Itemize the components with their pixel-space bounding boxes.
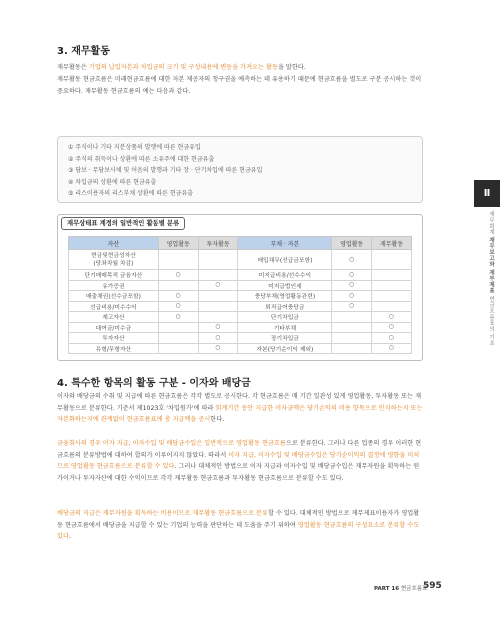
section-3-title: 3. 재무활동 — [57, 46, 110, 57]
classification-table — [68, 236, 412, 354]
table-row — [69, 291, 412, 302]
asset-operating-mark — [158, 250, 198, 270]
liability-name: 자본(당기순이익 제외) — [238, 343, 332, 354]
asset-investing-mark: ○ — [198, 322, 238, 333]
liability-operating-mark: ○ — [332, 291, 372, 302]
liability-financing-mark: ○ — [372, 343, 412, 354]
asset-name: 선급비용/미수수익 — [69, 301, 159, 312]
liability-financing-mark: ○ — [372, 322, 412, 333]
section-4-paragraph-3: 배당금의 지급은 재무자원을 획득하는 비용이므로 재무활동 현금흐름으로 분류할 수 있다. 대체적인 방법으로 재무제표이용자가 영업활동 현금흐름에서 배당금을 지급할 수 있는 기업의 능력을 판단하는 데 도움을 주기 위하여 영업활동 현금흐름의 구성요소로 분류할 수도 있다. — [57, 510, 420, 540]
header-assets: 자산 — [69, 237, 159, 250]
asset-name: 투자자산 — [69, 333, 159, 344]
liability-financing-mark — [372, 280, 412, 291]
liability-name: 퇴직급여충당금 — [238, 301, 332, 312]
page-footer — [374, 581, 442, 592]
table-row — [69, 312, 412, 323]
asset-name: 재고자산 — [69, 312, 159, 323]
asset-operating-mark: ○ — [158, 301, 198, 312]
asset-name: 유형/무형자산 — [69, 343, 159, 354]
example-item-highlight: ⑤ 리스이용자의 리스부채 상환에 따른 현금유출 — [68, 190, 194, 197]
table-row — [69, 270, 412, 281]
asset-name: 단기매매목적 금융자산 — [69, 270, 159, 281]
asset-operating-mark: ○ — [158, 291, 198, 302]
liability-operating-mark: ○ — [332, 270, 372, 281]
example-item: ④ 차입금의 상환에 따른 현금유출 — [68, 178, 157, 186]
sidebar-chapter-label: 재무회계 재무보고와 재무제표 현금흐름표의 기초 — [488, 211, 494, 347]
highlight-operating-classification: 이자 지급, 이자수입 및 배당금수입은 당기순이익의 결정에 영향을 미치므로 영업활동 현금흐름으로 분류할 수 있다 — [57, 451, 420, 470]
section-4-paragraph-2: 금융회사의 경우 이자 지급, 이자수입 및 배당금수입은 일반적으로 영업활동 현금흐름으로 분류한다. 그러나 다른 업종의 경우 이러한 현금흐름의 분류방법에 대하여 합의가 이루어지지 않았다. 따라서 이자 지급, 이자수입 및 배당금수입은 당기순이익의 결정에 영향을 미치므로 영업활동 현금흐름으로 분류할 수 있다. 그러나 대체적인 방법으로 이자 지급과 이자수입 및 배당금수입은 재무자원을 획득하는 원가이거나 투자자산에 대한 수익이므로 각각 재무활동 현금흐름과 투자활동 현금흐름으로 분류할 수도 있다. — [57, 440, 422, 482]
liability-name: 장기차입금 — [238, 333, 332, 344]
liability-name: 단기차입금 — [238, 312, 332, 323]
asset-investing-mark: ○ — [198, 280, 238, 291]
liability-financing-mark — [372, 291, 412, 302]
asset-operating-mark — [158, 280, 198, 291]
header-operating: 영업활동 — [332, 237, 372, 250]
footer-part: PART 16 — [374, 586, 400, 592]
asset-investing-mark — [198, 250, 238, 270]
page-number: 595 — [423, 581, 442, 591]
asset-investing-mark: ○ — [198, 333, 238, 344]
table-row — [69, 280, 412, 291]
asset-operating-mark — [158, 333, 198, 344]
asset-name: 현금및현금성자산 (당좌차월 차감) — [69, 250, 159, 270]
highlight-dividends-operating: 영업활동 현금흐름의 구성요소로 분류할 수도 있다 — [57, 521, 420, 540]
asset-name: 유가증권 — [69, 280, 159, 291]
asset-operating-mark: ○ — [158, 312, 198, 323]
asset-operating-mark — [158, 343, 198, 354]
section-3-paragraph-2: 재무활동 현금흐름은 미래현금흐름에 대한 자본 제공자의 청구권을 예측하는 데 유용하기 때문에 현금흐름을 별도로 구분 공시하는 것이 중요하다. 재무활동 현금흐름의 예는 다음과 같다. — [57, 76, 422, 95]
examples-box — [57, 136, 423, 203]
highlight-dividends-paid: 배당금의 지급은 재무자원을 획득하는 비용이므로 재무활동 현금흐름으로 분류 — [57, 510, 269, 517]
liability-financing-mark: ○ — [372, 333, 412, 344]
liability-financing-mark — [372, 250, 412, 270]
example-item: ① 주식이나 기타 지분상품의 발행에 따른 현금유입 — [68, 144, 201, 151]
liability-name: 미지급법인세 — [238, 280, 332, 291]
asset-operating-mark: ○ — [158, 270, 198, 281]
asset-operating-mark — [158, 322, 198, 333]
liability-operating-mark — [332, 343, 372, 354]
liability-name: 기타부채 — [238, 322, 332, 333]
liability-operating-mark: ○ — [332, 280, 372, 291]
asset-name: 대여금/미수금 — [69, 322, 159, 333]
liability-name: 충당부채(영업활동관련) — [238, 291, 332, 302]
liability-operating-mark: ○ — [332, 301, 372, 312]
liability-operating-mark — [332, 312, 372, 323]
section-3-paragraph-1: 재무활동은 기업의 납입자본과 차입금의 크기 및 구성내용에 변동을 가져오는 활동을 말한다. — [57, 64, 306, 71]
footer-label: 현금흐름표 — [400, 586, 428, 592]
highlight-financial-institutions: 금융회사의 경우 이자 지급, 이자수입 및 배당금수입은 일반적으로 영업활동 현금흐름 — [57, 440, 286, 447]
liability-financing-mark: ○ — [372, 312, 412, 323]
asset-investing-mark — [198, 312, 238, 323]
asset-investing-mark: ○ — [198, 343, 238, 354]
liability-name: 미지급비용/선수수익 — [238, 270, 332, 281]
section-4-title: 4. 특수한 항목의 활동 구분 - 이자와 배당금 — [57, 378, 251, 389]
table-row — [69, 333, 412, 344]
liability-operating-mark — [332, 322, 372, 333]
asset-investing-mark — [198, 301, 238, 312]
liability-name: 매입채무(선급금포함) — [238, 250, 332, 270]
liability-operating-mark: ○ — [332, 250, 372, 270]
header-liabilities-equity: 부채 · 자본 — [238, 237, 332, 250]
highlight-interest-paid: 회계기간 동안 지급한 이자금액은 당기손익의 비용 항목으로 인식하는지 또는 자본화하는지에 관계없이 현금흐름표에 총 지급액을 공시 — [57, 404, 423, 423]
highlight-definition: 기업의 납입자본과 차입금의 크기 및 구성내용에 변동을 가져오는 활동 — [88, 64, 278, 71]
asset-investing-mark — [198, 291, 238, 302]
liability-financing-mark — [372, 301, 412, 312]
example-item: ② 주식의 취득이나 상환에 따른 소유주에 대한 현금유출 — [68, 155, 215, 163]
example-item: ③ 담보 · 무담보사채 및 어음의 발행과 기타 장 · 단기차입에 따른 현금유입 — [68, 167, 263, 174]
chapter-tab[interactable]: Ⅱ — [474, 180, 500, 207]
section-4-paragraph-1: 이자와 배당금의 수취 및 지급에 따른 현금흐름은 각각 별도로 공시한다. 각 현금흐름은 매 기간 일관성 있게 영업활동, 투자활동 또는 재무활동으로 분류한다. 기준서 제1023호 '차입원가'에 따라 회계기간 동안 지급한 이자금액은 당기손익의 비용 항목으로 인식하는지 또는 자본화하는지에 관계없이 현금흐름표에 총 지급액을 공시한다. — [57, 393, 423, 423]
header-investing: 투자활동 — [198, 237, 238, 250]
header-financing: 재무활동 — [372, 237, 412, 250]
asset-name: 매출채권(선수금포함) — [69, 291, 159, 302]
liability-operating-mark — [332, 333, 372, 344]
classification-table-title: 재무상태표 계정의 일반적인 활동별 분류 — [61, 217, 185, 230]
liability-financing-mark — [372, 270, 412, 281]
table-row — [69, 343, 412, 354]
header-operating: 영업활동 — [158, 237, 198, 250]
asset-investing-mark — [198, 270, 238, 281]
table-row — [69, 301, 412, 312]
table-row — [69, 250, 412, 270]
table-row — [69, 322, 412, 333]
